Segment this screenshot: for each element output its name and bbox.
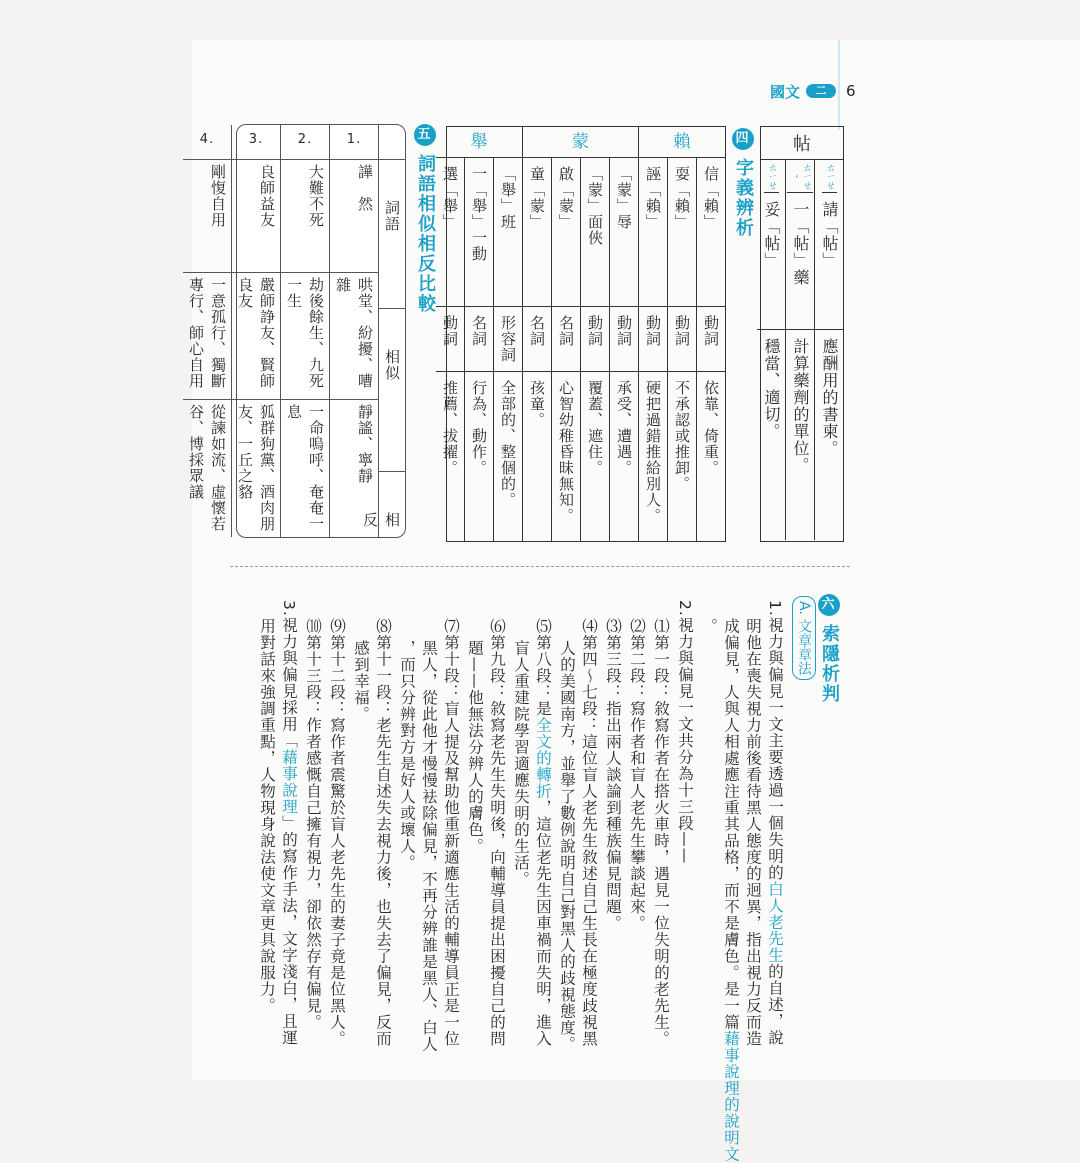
body-line: 人的美國南方，並舉了數例說明自己對黑人的歧視態度。 [558, 640, 576, 1053]
synonym-number: 1. [346, 132, 362, 147]
tie-char-box [760, 126, 844, 542]
synonym-similar: 嚴師諍友、賢師良友 [232, 272, 280, 399]
meaning-pos: 名詞 [465, 306, 493, 371]
body-line: ，而只分辨對方是好人或壞人。 [398, 640, 416, 871]
meaning-meaning: 行為、動作。 [465, 371, 493, 541]
body-line [698, 618, 720, 635]
synonym-opposite: 狐群狗黨、酒肉朋友、一丘之貉 [232, 399, 280, 537]
synonym-opposite: 相反 [379, 471, 405, 537]
body-line: 2.視力與偏見一文共分為十三段—— [676, 600, 694, 865]
meaning-group-char: 賴 [639, 127, 725, 158]
body-line: 題——他無法分辨人的膚色。 [466, 640, 484, 855]
tie-col-2 [785, 160, 814, 540]
tie-word-1: 請「帖」 [820, 201, 839, 269]
body-text-seg: ⑸第八段：是 [534, 618, 552, 717]
meaning-word: 選「舉」 [441, 166, 459, 230]
subsection-a-label: A. 文章章法 [792, 596, 816, 680]
meaning-word: 童「蒙」 [528, 166, 546, 230]
section-4-number: 四 [732, 128, 754, 150]
body-text-seg: 1.視力與偏見一文主要透過一個失明的 [766, 600, 784, 881]
body-line: ⑻第十一段：老先生自述失去視力後，也失去了偏見，反而 [374, 618, 392, 1047]
tie-readings [761, 160, 843, 540]
tie-reading-1: ㄊㄧㄝ [822, 160, 837, 193]
body-text-seg: 的自述，說 [766, 963, 784, 1046]
meaning-row [551, 158, 580, 541]
synonym-row [329, 125, 378, 537]
body-highlight: 白人老先生 [766, 880, 784, 964]
synonym-term: 詞語 [379, 159, 405, 308]
meaning-pos: 名詞 [523, 306, 551, 371]
meaning-row [493, 158, 522, 541]
body-line: ⑵第二段：寫作者和盲人老先生攀談起來。 [628, 618, 646, 932]
section-5-label: 詞語相似相反比較 [415, 154, 436, 315]
meaning-meaning: 心智幼稚昏昧無知。 [552, 371, 580, 541]
tie-meaning-2: 計算藥劑的單位。 [786, 329, 814, 546]
meaning-word: 啟「蒙」 [557, 166, 575, 230]
tie-reading-2: ㄊㄧㄝˇ [787, 160, 813, 193]
body-line [764, 600, 786, 1046]
synonym-opposite: 靜謐、寧靜 [330, 399, 378, 537]
meaning-row [523, 158, 551, 541]
body-text-seg: ，這位老先生因車禍而失明，進入 [534, 799, 552, 1047]
meaning-row [639, 158, 667, 541]
meaning-word: 「舉」班 [499, 166, 517, 230]
section-4-title [730, 128, 756, 238]
body-line: ⑶第三段：指出兩人談論到種族偏見問題。 [604, 618, 622, 932]
body-line: ⑼第十二段：寫作者震驚於盲人老先生的妻子竟是位黑人。 [328, 618, 346, 1047]
synonym-opposite: 從諫如流、虛懷若谷、博採眾議 [183, 399, 231, 537]
meaning-row [609, 158, 638, 541]
synonym-term: 大難不死 [281, 159, 329, 272]
body-text-seg: 3.視力與偏見採用「 [280, 600, 298, 749]
body-line: ⑹第九段：敘寫老先生失明後，向輔導員提出困擾自己的問 [488, 618, 506, 1047]
meaning-meaning: 依靠、倚重。 [697, 371, 725, 541]
meaning-group [638, 127, 725, 541]
meaning-group-char: 蒙 [523, 127, 638, 158]
subject-label: 國文 [770, 82, 801, 101]
body-line: ⑽第十三段：作者感慨自己擁有視力，卻依然存有偏見。 [304, 618, 322, 1031]
meaning-row [464, 158, 493, 541]
tie-reading-3: ㄊㄧㄝ [764, 160, 779, 193]
body-line [720, 618, 742, 1163]
meaning-meaning: 承受、遭遇。 [610, 371, 638, 541]
body-line: 黑人，從此他才慢慢袪除偏見，不再分辨誰是黑人、白人 [420, 640, 438, 1053]
synonym-similar: 哄堂、紛擾、嘈雜 [330, 272, 378, 399]
section-4-label: 字義辨析 [733, 158, 754, 239]
synonym-similar: 劫後餘生、九死一生 [281, 272, 329, 399]
meaning-meaning: 全部的、整個的。 [494, 371, 522, 541]
synonym-number: 3. [248, 132, 264, 147]
meaning-pos: 動詞 [581, 306, 609, 371]
synonym-row [280, 125, 329, 537]
synonym-row [183, 125, 231, 537]
body-highlight: 藉事說理 [280, 748, 298, 815]
meaning-word: 「蒙」面俠 [586, 166, 604, 246]
meaning-row [436, 158, 464, 541]
section-6-number: 六 [818, 594, 840, 616]
synonym-similar: 一意孤行、獨斷專行、師心自用 [183, 272, 231, 399]
body-line [532, 618, 554, 1047]
body-line: 感到幸福。 [352, 640, 370, 723]
tie-word-2: 一「帖」藥 [791, 201, 810, 286]
meaning-pos: 動詞 [639, 306, 667, 371]
synonym-number: 2. [297, 132, 313, 147]
body-line: ⑴第一段：敘寫作者在搭火車時，遇見一位失明的老先生。 [652, 618, 670, 1047]
meaning-pos: 動詞 [668, 306, 696, 371]
body-line: ⑷第四～七段：這位盲人老先生敘述自己生長在極度歧視黑 [580, 618, 598, 1047]
body-line [278, 600, 300, 1046]
meaning-meaning: 孩童。 [523, 371, 551, 541]
tie-meaning-1: 應酬用的書柬。 [815, 329, 843, 546]
meaning-table [441, 126, 726, 542]
meaning-pos: 名詞 [552, 306, 580, 371]
meaning-group-rows [436, 158, 522, 541]
section-divider [230, 566, 850, 567]
body-text-seg: 」的寫作手法，文字淺白，且運 [280, 814, 298, 1046]
body-highlight: 全文的轉折 [534, 717, 552, 800]
meaning-word: 信「賴」 [702, 166, 720, 230]
section-5-title [412, 124, 438, 314]
meaning-word: 一「舉」一動 [470, 166, 488, 262]
meaning-meaning: 硬把過錯推給別人。 [639, 371, 667, 541]
synonym-term: 剛愎自用 [183, 159, 231, 272]
meaning-row [696, 158, 725, 541]
synonym-row [231, 125, 280, 537]
body-line: ⑺第十段：盲人提及幫助他重新適應生活的輔導員正是一位 [442, 618, 460, 1047]
section-6-title [816, 594, 842, 704]
section-5-number: 五 [414, 124, 436, 146]
meaning-word: 耍「賴」 [673, 166, 691, 230]
subsection-a [792, 596, 816, 684]
synonym-table [187, 124, 406, 538]
tie-meaning-3: 穩當、適切。 [757, 329, 785, 546]
synonym-number [379, 125, 405, 159]
tie-char: 帖 [761, 127, 843, 160]
meaning-group [436, 127, 522, 541]
synonym-number: 4. [199, 132, 215, 147]
meaning-row [580, 158, 609, 541]
body-line: 用對話來強調重點，人物現身說法使文章更具說服力。 [258, 618, 276, 1014]
page-number: 6 [846, 82, 856, 100]
body-line: 明他在喪失視力前後看待黑人態度的迥異，指出視力反而造 [744, 618, 762, 1047]
body-highlight: 藉事說理的說明文 [722, 1030, 740, 1163]
meaning-group-rows [639, 158, 725, 541]
tie-col-1 [814, 160, 843, 540]
meaning-row [667, 158, 696, 541]
page-header [770, 80, 856, 102]
tie-col-3 [757, 160, 785, 540]
body-line: 盲人重建院學習適應失明的生活。 [512, 640, 530, 888]
meaning-meaning: 不承認或推卸。 [668, 371, 696, 541]
volume-badge: 二 [806, 84, 836, 98]
meaning-meaning: 推薦、拔擢。 [436, 371, 464, 541]
meaning-meaning: 覆蓋、遮住。 [581, 371, 609, 541]
meaning-group [522, 127, 638, 541]
meaning-group-rows [523, 158, 638, 541]
meaning-pos: 形容詞 [494, 306, 522, 371]
body-text-seg: 。 [700, 618, 718, 635]
synonym-similar: 相似 [379, 308, 405, 471]
tie-word-3: 妥「帖」 [762, 201, 781, 269]
meaning-pos: 動詞 [436, 306, 464, 371]
synonym-columns [187, 125, 405, 537]
meaning-pos: 動詞 [697, 306, 725, 371]
meaning-group-char: 舉 [436, 127, 522, 158]
meaning-word: 誣「賴」 [644, 166, 662, 230]
section-6-label: 索隱析判 [819, 624, 840, 705]
synonym-term: 譁 然 [330, 159, 378, 272]
meaning-word: 「蒙」辱 [615, 166, 633, 230]
body-text-seg: 成偏見，人與人相處應注重其品格，而不是膚色。是一篇 [722, 618, 740, 1031]
synonym-opposite: 一命嗚呼、奄奄一息 [281, 399, 329, 537]
meaning-pos: 動詞 [610, 306, 638, 371]
synonym-term: 良師益友 [232, 159, 280, 272]
